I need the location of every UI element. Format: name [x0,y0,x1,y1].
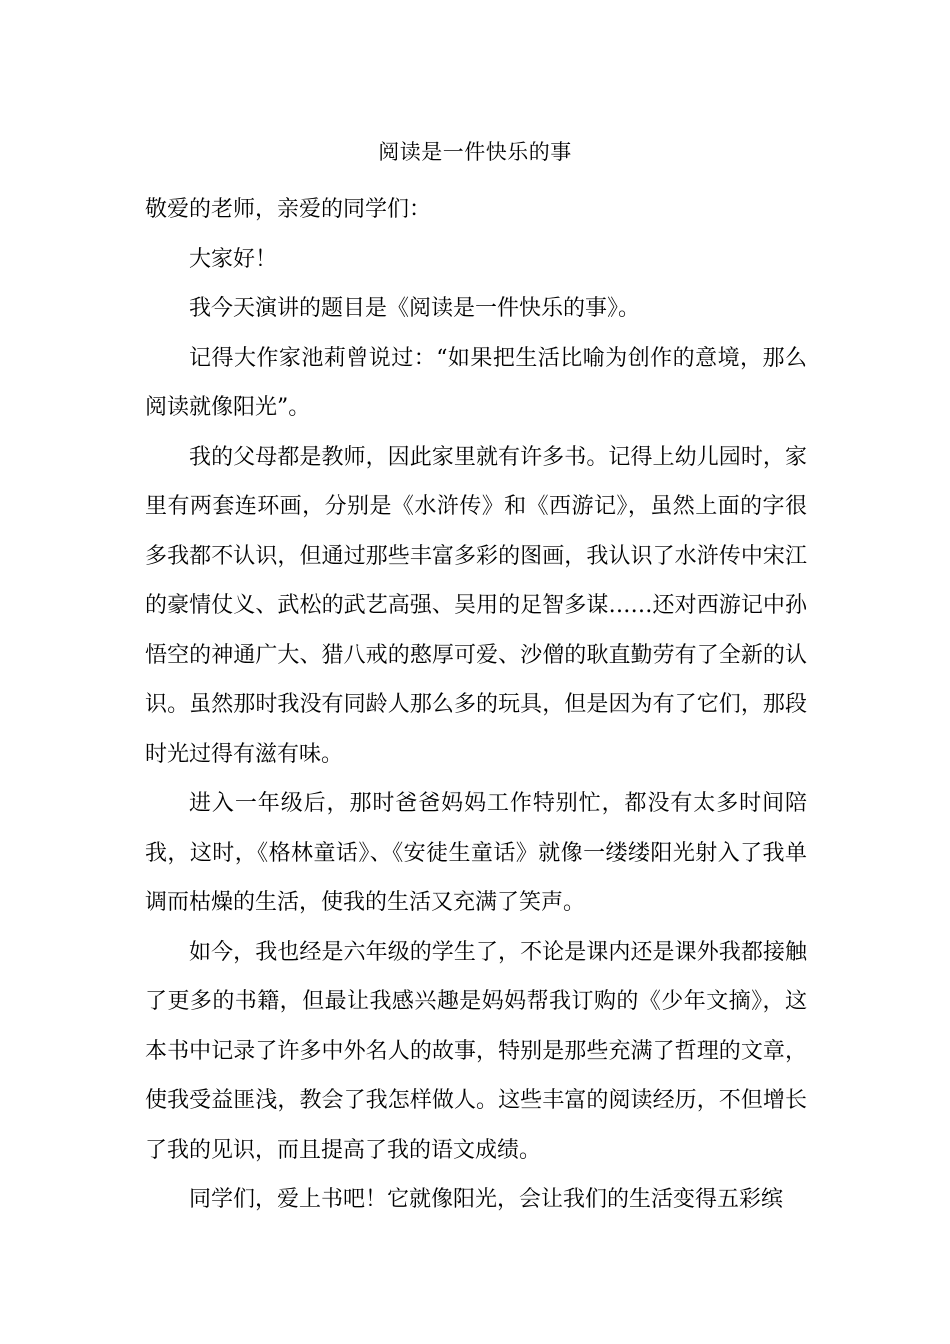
paragraph-quote: 记得大作家池莉曾说过：“如果把生活比喻为创作的意境，那么阅读就像阳光”。 [145,345,807,420]
paragraph-topic: 我今天演讲的题目是《阅读是一件快乐的事》。 [189,296,641,321]
paragraph-greeting: 大家好！ [189,246,278,272]
paragraph-first-grade: 进入一年级后，那时爸爸妈妈工作特别忙，都没有太多时间陪我，这时，《格林童话》、《安徒生童话》就像一缕缕阳光射入了我单调而枯燥的生活，使我的生活又充满了笑声。 [145,791,807,915]
paragraph-sixth-grade: 如今，我也经是六年级的学生了，不论是课内还是课外我都接触了更多的书籍，但最让我感兴趣是妈妈帮我订购的《少年文摘》，这本书中记录了许多中外名人的故事，特别是那些充满了哲理的文章，使我受益匪浅，教会了我怎样做人。这些丰富的阅读经历，不但增长了我的见识，而且提高了我的语文成绩。 [145,939,807,1163]
paragraph-childhood: 我的父母都是教师，因此家里就有许多书。记得上幼儿园时，家里有两套连环画，分别是《水浒传》和《西游记》，虽然上面的字很多我都不认识，但通过那些丰富多彩的图画，我认识了水浒传中宋江的豪情仗义、武松的武艺高强、吴用的足智多谋……还对西游记中孙悟空的神通广大、猎八戒的憨厚可爱、沙僧的耿直勤劳有了全新的认识。虽然那时我没有同龄人那么多的玩具，但是因为有了它们，那段时光过得有滋有味。 [145,444,807,767]
paragraph-closing: 同学们，爱上书吧！它就像阳光，会让我们的生活变得五彩缤 [189,1187,784,1212]
document-body [145,185,807,1225]
document-title: 阅读是一件快乐的事 [378,140,572,164]
salutation: 敬爱的老师，亲爱的同学们： [145,197,432,222]
